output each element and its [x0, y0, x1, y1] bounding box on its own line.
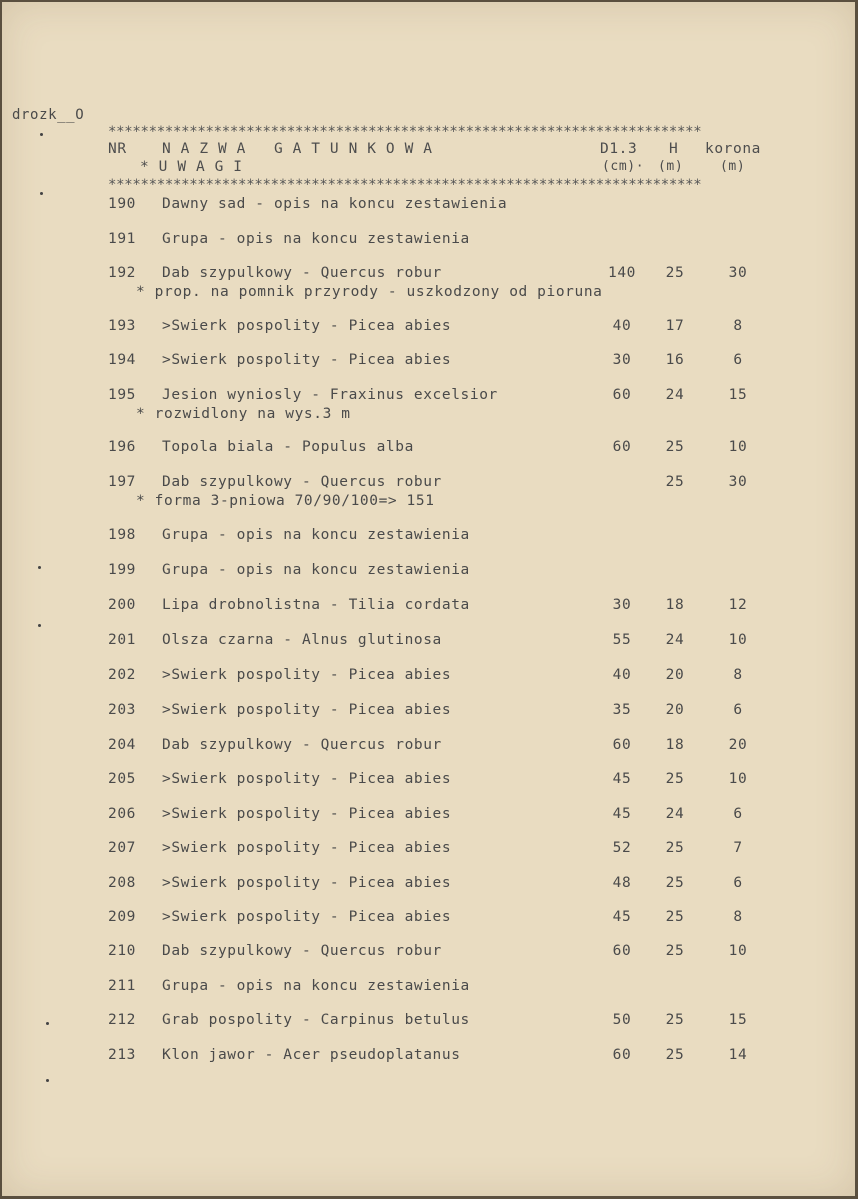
row-number: 212 [108, 1012, 136, 1028]
species-name: Grupa - opis na koncu zestawienia [162, 978, 470, 994]
row-number: 208 [108, 875, 136, 891]
row-note: * rozwidlony na wys.3 m [136, 406, 351, 422]
crown-value: 8 [733, 318, 743, 334]
row-number: 206 [108, 806, 136, 822]
diameter-value: 60 [612, 439, 632, 455]
punch-mark [40, 192, 43, 195]
header-h: H [669, 141, 679, 157]
species-name: Grupa - opis na koncu zestawienia [162, 562, 470, 578]
height-value: 25 [665, 1047, 685, 1063]
species-name: Olsza czarna - Alnus glutinosa [162, 632, 442, 648]
diameter-value: 48 [612, 875, 632, 891]
row-number: 199 [108, 562, 136, 578]
species-name: Dab szypulkowy - Quercus robur [162, 265, 442, 281]
height-value: 18 [665, 597, 685, 613]
height-value: 17 [665, 318, 685, 334]
diameter-value: 60 [612, 943, 632, 959]
row-number: 200 [108, 597, 136, 613]
diameter-value: 35 [612, 702, 632, 718]
diameter-value: 55 [612, 632, 632, 648]
punch-mark [46, 1022, 49, 1025]
diameter-value: 40 [612, 667, 632, 683]
crown-value: 10 [728, 439, 748, 455]
species-name: >Swierk pospolity - Picea abies [162, 352, 452, 368]
crown-value: 7 [733, 840, 743, 856]
height-value: 25 [665, 909, 685, 925]
top-separator: ************************************************************************* [108, 124, 702, 140]
row-number: 192 [108, 265, 136, 281]
height-value: 25 [665, 943, 685, 959]
species-name: Grab pospolity - Carpinus betulus [162, 1012, 470, 1028]
height-value: 25 [665, 265, 685, 281]
height-value: 18 [665, 737, 685, 753]
crown-value: 6 [733, 806, 743, 822]
crown-value: 10 [728, 632, 748, 648]
diameter-value: 50 [612, 1012, 632, 1028]
row-number: 198 [108, 527, 136, 543]
row-number: 190 [108, 196, 136, 212]
diameter-value: 45 [612, 909, 632, 925]
punch-mark [46, 1079, 49, 1082]
crown-value: 6 [733, 352, 743, 368]
header-dl: D1.3 [600, 141, 638, 157]
row-number: 203 [108, 702, 136, 718]
height-value: 24 [665, 806, 685, 822]
crown-value: 10 [728, 771, 748, 787]
diameter-value: 60 [612, 737, 632, 753]
diameter-value: 30 [612, 597, 632, 613]
species-name: >Swierk pospolity - Picea abies [162, 840, 452, 856]
crown-value: 15 [728, 1012, 748, 1028]
header-nr: NR [108, 141, 127, 157]
diameter-value: 140 [608, 265, 636, 281]
height-value: 25 [665, 875, 685, 891]
punch-mark [38, 566, 41, 569]
crown-value: 15 [728, 387, 748, 403]
species-name: >Swierk pospolity - Picea abies [162, 875, 452, 891]
diameter-value: 40 [612, 318, 632, 334]
row-note: * forma 3-pniowa 70/90/100=> 151 [136, 493, 435, 509]
row-number: 213 [108, 1047, 136, 1063]
header-korona-unit: (m) [720, 159, 746, 174]
header-name: N A Z W A G A T U N K O W A [162, 141, 433, 157]
diameter-value: 60 [612, 1047, 632, 1063]
species-name: Dab szypulkowy - Quercus robur [162, 474, 442, 490]
height-value: 20 [665, 667, 685, 683]
row-number: 209 [108, 909, 136, 925]
header-notes: * U W A G I [140, 159, 243, 175]
crown-value: 6 [733, 875, 743, 891]
species-name: Klon jawor - Acer pseudoplatanus [162, 1047, 461, 1063]
bottom-separator: ************************************************************************* [108, 177, 702, 193]
row-number: 193 [108, 318, 136, 334]
diameter-value: 60 [612, 387, 632, 403]
header-korona: korona [705, 141, 761, 157]
height-value: 25 [665, 771, 685, 787]
height-value: 24 [665, 387, 685, 403]
species-name: Dab szypulkowy - Quercus robur [162, 943, 442, 959]
height-value: 24 [665, 632, 685, 648]
crown-value: 12 [728, 597, 748, 613]
crown-value: 10 [728, 943, 748, 959]
species-name: Grupa - opis na koncu zestawienia [162, 231, 470, 247]
crown-value: 8 [733, 909, 743, 925]
row-number: 195 [108, 387, 136, 403]
species-name: >Swierk pospolity - Picea abies [162, 667, 452, 683]
row-number: 201 [108, 632, 136, 648]
row-number: 211 [108, 978, 136, 994]
row-number: 210 [108, 943, 136, 959]
species-name: Dab szypulkowy - Quercus robur [162, 737, 442, 753]
species-name: Dawny sad - opis na koncu zestawienia [162, 196, 508, 212]
header-dl-unit: (cm)· [602, 159, 645, 174]
header-h-unit: (m) [658, 159, 684, 174]
height-value: 20 [665, 702, 685, 718]
row-number: 196 [108, 439, 136, 455]
row-number: 194 [108, 352, 136, 368]
diameter-value: 30 [612, 352, 632, 368]
species-name: Grupa - opis na koncu zestawienia [162, 527, 470, 543]
row-number: 207 [108, 840, 136, 856]
species-name: >Swierk pospolity - Picea abies [162, 909, 452, 925]
diameter-value: 45 [612, 806, 632, 822]
row-number: 205 [108, 771, 136, 787]
document-label: drozk__O [12, 107, 85, 123]
species-name: >Swierk pospolity - Picea abies [162, 318, 452, 334]
row-number: 191 [108, 231, 136, 247]
height-value: 25 [665, 1012, 685, 1028]
crown-value: 14 [728, 1047, 748, 1063]
species-name: Lipa drobnolistna - Tilia cordata [162, 597, 470, 613]
row-number: 202 [108, 667, 136, 683]
crown-value: 8 [733, 667, 743, 683]
crown-value: 30 [728, 474, 748, 490]
document-page [2, 2, 855, 1196]
height-value: 25 [665, 474, 685, 490]
species-name: Jesion wyniosly - Fraxinus excelsior [162, 387, 498, 403]
punch-mark [38, 624, 41, 627]
crown-value: 6 [733, 702, 743, 718]
height-value: 16 [665, 352, 685, 368]
crown-value: 30 [728, 265, 748, 281]
row-note: * prop. na pomnik przyrody - uszkodzony od pioruna [136, 284, 603, 300]
species-name: >Swierk pospolity - Picea abies [162, 806, 452, 822]
row-number: 197 [108, 474, 136, 490]
diameter-value: 52 [612, 840, 632, 856]
species-name: >Swierk pospolity - Picea abies [162, 771, 452, 787]
height-value: 25 [665, 439, 685, 455]
punch-mark [40, 133, 43, 136]
crown-value: 20 [728, 737, 748, 753]
species-name: Topola biala - Populus alba [162, 439, 414, 455]
species-name: >Swierk pospolity - Picea abies [162, 702, 452, 718]
height-value: 25 [665, 840, 685, 856]
diameter-value: 45 [612, 771, 632, 787]
row-number: 204 [108, 737, 136, 753]
